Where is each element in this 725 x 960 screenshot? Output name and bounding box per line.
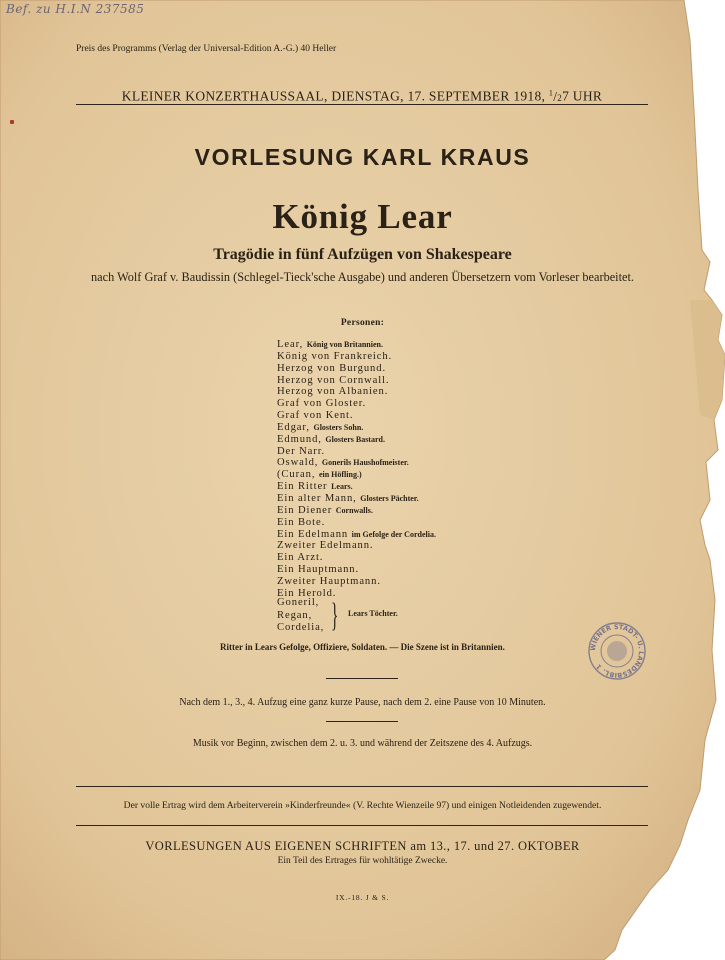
cast-name: Ein Edelmann [277, 528, 349, 540]
cast-line [277, 540, 436, 552]
cast-line [277, 517, 436, 529]
rule-above-revenue [76, 786, 648, 787]
cast-name: Edgar, [277, 421, 310, 433]
cast-note: Glosters Bastard. [325, 434, 385, 444]
short-rule-1 [326, 678, 398, 679]
cast-name: Ein Diener [277, 504, 333, 516]
cast-note: im Gefolge der Cordelia. [351, 529, 436, 539]
time-denominator: 2 [557, 92, 563, 103]
cast-name: Zweiter Edelmann. [277, 540, 374, 552]
rule-below-revenue [76, 825, 648, 826]
cast-name: Graf von Kent. [277, 410, 354, 422]
cast-line [277, 422, 436, 434]
cast-note: König von Britannien. [306, 340, 383, 349]
cast-line [277, 351, 436, 363]
short-rule-2 [326, 721, 398, 722]
pause-note: Nach dem 1., 3., 4. Aufzug eine ganz kurze Pause, nach dem 2. eine Pause von 10 Minuten. [179, 697, 546, 708]
cast-name: Lear, [277, 339, 304, 350]
daughter-regan: Regan, [277, 609, 313, 621]
revenue-note: Der volle Ertrag wird dem Arbeiterverein »Kinderfreunde« (V. Rechte Wienzeile 97) und einigen Notleidenden zugewendet. [123, 800, 602, 811]
top-rule [76, 104, 648, 105]
cast-name: Der Narr. [277, 445, 326, 457]
cast-name: Ein Bote. [277, 516, 326, 528]
cast-note: ein Höfling.) [318, 470, 362, 480]
cast-name: Ein Herold. [277, 587, 337, 599]
cast-line [277, 434, 436, 446]
cast-note: Lears. [331, 482, 353, 492]
cast-note: Cornwalls. [335, 505, 373, 515]
cast-line [277, 386, 436, 398]
printer-mark: IX.-18. J & S. [335, 893, 390, 902]
time-rest: 7 UHR [562, 88, 603, 104]
library-stamp [587, 621, 647, 681]
cast-line [277, 481, 436, 493]
daughters-note: Lears Töchter. [348, 609, 398, 618]
cast-list [277, 339, 436, 600]
cast-line [277, 564, 436, 576]
cast-name: Herzog von Burgund. [277, 362, 386, 374]
cast-line [277, 576, 436, 588]
time-fraction: $^1$/2 [548, 88, 563, 104]
cast-note: Gonerils Haushofmeister. [321, 458, 409, 468]
cast-name: Ein Ritter [277, 481, 328, 493]
cast-name: Zweiter Hauptmann. [277, 575, 381, 587]
cast-line [277, 410, 436, 422]
venue-date [88, 88, 636, 105]
readings-announcement: VORLESUNGEN AUS EIGENEN SCHRIFTEN am 13., 17. und 27. OKTOBER [145, 839, 580, 853]
cast-name: (Curan, [277, 469, 316, 481]
personen-label: Personen: [340, 318, 385, 328]
red-pin-mark [10, 120, 14, 124]
play-title: König Lear [272, 197, 453, 236]
cast-name: Ein Arzt. [277, 552, 324, 564]
venue-date-text: KLEINER KONZERTHAUSSAAL, DIENSTAG, 17. SEPTEMBER 1918, [121, 88, 546, 104]
charity-note: Ein Teil des Ertrages für wohltätige Zwecke. [277, 856, 448, 866]
cast-line [277, 529, 436, 541]
brace-glyph: } [331, 597, 339, 634]
cast-name: Ein Hauptmann. [277, 564, 360, 576]
cast-line [277, 339, 436, 351]
cast-line [277, 493, 436, 505]
play-subtitle: Tragödie in fünf Aufzügen von Shakespeare [213, 246, 512, 263]
daughter-goneril: Goneril, [277, 597, 320, 608]
music-note: Musik vor Beginn, zwischen dem 2. u. 3. und während der Zeitszene des 4. Aufzugs. [192, 738, 533, 749]
cast-line [277, 398, 436, 410]
cast-name: Ein alter Mann, [277, 492, 357, 504]
cast-name: Herzog von Cornwall. [277, 374, 390, 386]
time-numerator: 1 [548, 88, 554, 97]
cast-line [277, 457, 436, 469]
cast-name: Edmund, [277, 433, 322, 445]
cast-name: Herzog von Albanien. [277, 386, 389, 398]
cast-line [277, 505, 436, 517]
cast-line [277, 446, 436, 458]
series-heading: VORLESUNG KARL KRAUS [194, 144, 531, 170]
daughter-cordelia: Cordelia, [277, 622, 325, 634]
cast-line [277, 469, 436, 481]
scene-note: Ritter in Lears Gefolge, Offiziere, Soldaten. — Die Szene ist in Britannien. [220, 642, 505, 652]
cast-name: König von Frankreich. [277, 350, 393, 362]
translation-source: nach Wolf Graf v. Baudissin (Schlegel-Tieck'sche Ausgabe) und anderen Übersetzern vom Vorleser bearbeitet. [91, 270, 634, 284]
stamp-text: WIENER STADT- U. LANDESBIBL. 1 [588, 622, 646, 680]
cast-line [277, 375, 436, 387]
cast-name: Oswald, [277, 457, 319, 469]
cast-line [277, 552, 436, 564]
daughters-list [277, 597, 324, 635]
cast-name: Graf von Gloster. [277, 398, 367, 410]
program-price: Preis des Programms (Verlag der Universal-Edition A.-G.) 40 Heller [76, 44, 337, 54]
cast-note: Glosters Pächter. [360, 493, 419, 503]
handwritten-note: Bef. zu H.I.N 237585 [6, 2, 145, 16]
cast-line [277, 363, 436, 375]
cast-note: Glosters Sohn. [313, 422, 364, 432]
